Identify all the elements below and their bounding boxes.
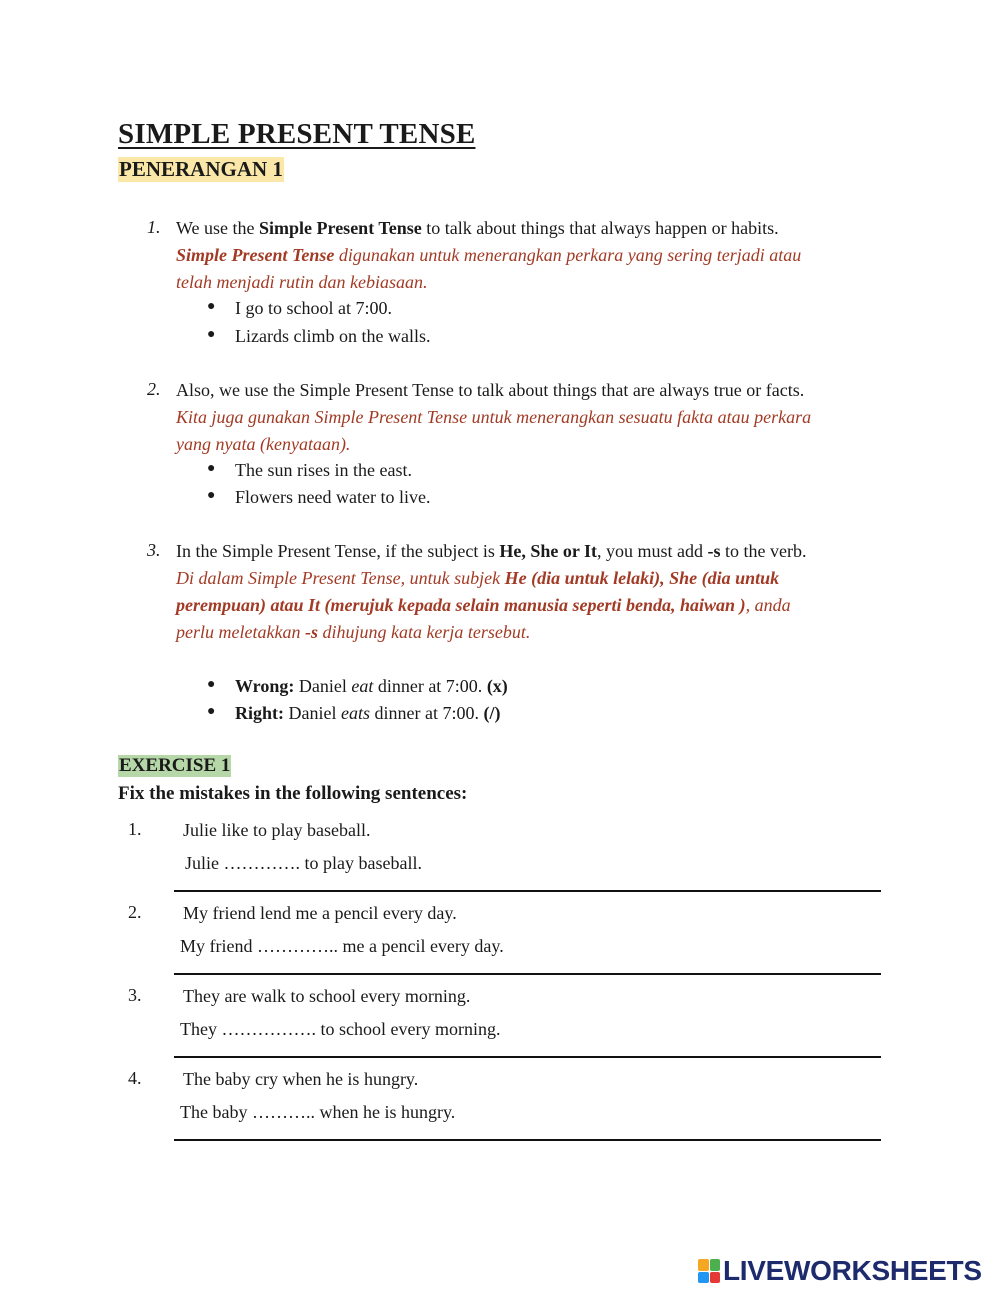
example-sentence: I go to school at 7:00. bbox=[235, 298, 392, 318]
exercise-instruction: Fix the mistakes in the following sentences: bbox=[118, 783, 468, 804]
bullet-icon: ● bbox=[207, 327, 216, 342]
item-number: 1. bbox=[147, 217, 161, 237]
example-sentence: Lizards climb on the walls. bbox=[235, 326, 431, 346]
malay-text-cont: perempuan) atau It (merujuk kepada selain manusia seperti benda, haiwan ), anda bbox=[176, 595, 791, 615]
page-title: SIMPLE PRESENT TENSE bbox=[118, 118, 476, 150]
malay-text-cont: yang nyata (kenyataan). bbox=[176, 434, 351, 454]
example-sentence: Flowers need water to live. bbox=[235, 487, 431, 507]
malay-text: Di dalam Simple Present Tense, untuk subjek He (dia untuk lelaki), She (dia untuk bbox=[176, 568, 780, 588]
item-number: 3. bbox=[147, 540, 161, 560]
divider bbox=[174, 1056, 881, 1058]
logo-square bbox=[698, 1259, 709, 1271]
wrong-sentence: My friend lend me a pencil every day. bbox=[183, 903, 457, 923]
exercise-title: EXERCISE 1 bbox=[119, 755, 231, 776]
logo-text: LIVEWORKSHEETS bbox=[723, 1255, 982, 1286]
english-text: Also, we use the Simple Present Tense to talk about things that are always true or facts. bbox=[176, 380, 805, 400]
answer-sentence: Julie …………. to play baseball. bbox=[185, 853, 422, 873]
wrong-sentence: The baby cry when he is hungry. bbox=[183, 1069, 419, 1089]
answer-blank[interactable]: ……………. bbox=[221, 1019, 316, 1039]
question-number: 2. bbox=[128, 902, 142, 922]
english-text: We use the Simple Present Tense to talk about things that always happen or habits. bbox=[176, 218, 779, 238]
malay-text: Simple Present Tense digunakan untuk menerangkan perkara yang sering terjadi atau bbox=[176, 245, 802, 265]
example-sentence: The sun rises in the east. bbox=[235, 460, 412, 480]
malay-text-cont: perlu meletakkan -s dihujung kata kerja tersebut. bbox=[176, 622, 531, 642]
section-heading: PENERANGAN 1 bbox=[119, 157, 283, 181]
divider bbox=[174, 890, 881, 892]
logo-icon bbox=[698, 1259, 720, 1283]
question-number: 1. bbox=[128, 819, 142, 839]
question-number: 4. bbox=[128, 1068, 142, 1088]
english-text: In the Simple Present Tense, if the subject is He, She or It, you must add -s to the verb. bbox=[176, 541, 807, 561]
bullet-icon: ● bbox=[207, 704, 216, 719]
bullet-icon: ● bbox=[207, 299, 216, 314]
wrong-sentence: Julie like to play baseball. bbox=[183, 820, 371, 840]
liveworksheets-logo bbox=[698, 1256, 982, 1286]
malay-text: Kita juga gunakan Simple Present Tense untuk menerangkan sesuatu fakta atau perkara bbox=[176, 407, 812, 427]
bullet-icon: ● bbox=[207, 461, 216, 476]
wrong-sentence: They are walk to school every morning. bbox=[183, 986, 471, 1006]
answer-blank[interactable]: ……….. bbox=[251, 1102, 315, 1122]
bullet-icon: ● bbox=[207, 677, 216, 692]
logo-square bbox=[710, 1272, 721, 1284]
item-number: 2. bbox=[147, 379, 161, 399]
question-number: 3. bbox=[128, 985, 142, 1005]
malay-text-cont: telah menjadi rutin dan kebiasaan. bbox=[176, 272, 428, 292]
wrong-example: Wrong: Daniel eat dinner at 7:00. (x) bbox=[235, 676, 508, 696]
answer-sentence: They ……………. to school every morning. bbox=[180, 1019, 501, 1039]
answer-sentence: My friend ………….. me a pencil every day. bbox=[180, 936, 504, 956]
logo-square bbox=[698, 1272, 709, 1284]
answer-sentence: The baby ……….. when he is hungry. bbox=[180, 1102, 456, 1122]
answer-blank[interactable]: …………. bbox=[223, 853, 300, 873]
logo-square bbox=[710, 1259, 721, 1271]
divider bbox=[174, 1139, 881, 1141]
answer-blank[interactable]: ………….. bbox=[256, 936, 338, 956]
bullet-icon: ● bbox=[207, 488, 216, 503]
right-example: Right: Daniel eats dinner at 7:00. (/) bbox=[235, 703, 501, 723]
divider bbox=[174, 973, 881, 975]
